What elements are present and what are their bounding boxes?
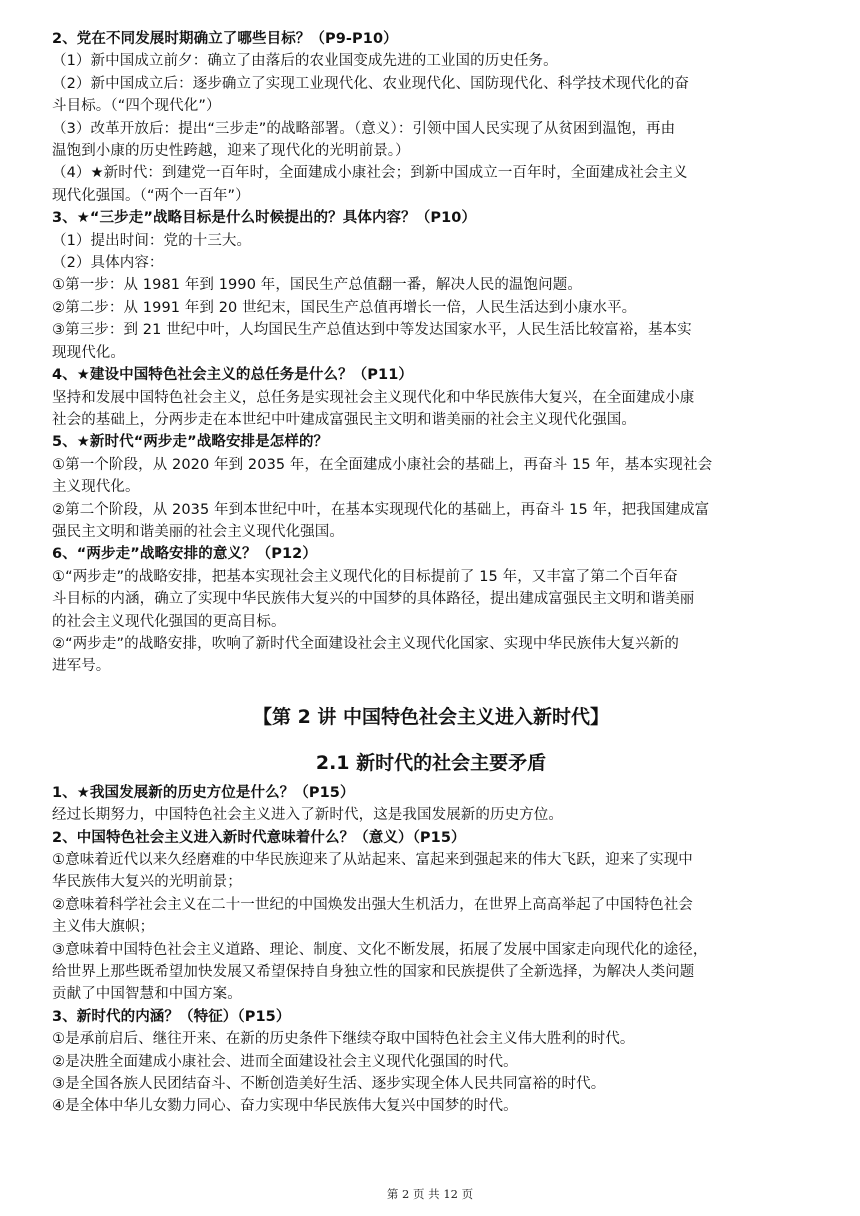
paragraph-line: 主义现代化。 [52,479,140,496]
paragraph-line: 进军号。 [52,658,111,675]
paragraph-line: ③是全国各族人民团结奋斗、不断创造美好生活、逐步实现全体人民共同富裕的时代。 [52,1076,606,1093]
paragraph-line: （3）改革开放后：提出“三步走”的战略部署。（意义）：引领中国人民实现了从贫困到温饱，再由 [52,120,676,137]
paragraph-line: （4）★新时代：到建党一百年时，全面建成小康社会；到新中国成立一百年时，全面建成社会主义 [52,165,688,182]
paragraph-line: ①是承前启后、继往开来、在新的历史条件下继续夺取中国特色社会主义伟大胜利的时代。 [52,1031,635,1048]
paragraph-line: 贡献了中国智慧和中国方案。 [52,986,242,1003]
paragraph-line: 主义伟大旗帜； [52,919,155,936]
paragraph-line: （1）新中国成立前夕：确立了由落后的农业国变成先进的工业国的历史任务。 [52,53,558,70]
paragraph-line: ①第一步：从 1981 年到 1990 年，国民生产总值翻一番，解决人民的温饱问题。 [52,277,582,294]
paragraph-line: ②“两步走”的战略安排，吹响了新时代全面建设社会主义现代化国家、实现中华民族伟大复兴新的 [52,635,679,652]
paragraph-line: 给世界上那些既希望加快发展又希望保持自身独立性的国家和民族提供了全新选择，为解决人类问题 [52,964,695,981]
paragraph-line: ①第一个阶段，从 2020 年到 2035 年，在全面建成小康社会的基础上，再奋斗 15 年，基本实现社会 [52,456,713,473]
paragraph-line: 社会的基础上，分两步走在本世纪中叶建成富强民主文明和谐美丽的社会主义现代化强国。 [52,411,636,428]
paragraph-line: ④是全体中华儿女勠力同心、奋力实现中华民族伟大复兴中国梦的时代。 [52,1098,518,1115]
page-footer: 第 2 页 共 12 页 [386,1187,474,1201]
question-heading: 3、新时代的内涵？（特征）（P15） [52,1008,291,1025]
question-heading: 5、★新时代“两步走”战略安排是怎样的？ [52,434,329,451]
document-page [52,28,810,1118]
lecture-title: 【第 2 讲 中国特色社会主义进入新时代】 [252,705,610,728]
question-heading: 2、中国特色社会主义进入新时代意味着什么？（意义）（P15） [52,829,466,846]
section-title: 2.1 新时代的社会主要矛盾 [315,751,547,774]
paragraph-line: 强民主文明和谐美丽的社会主义现代化强国。 [52,523,344,540]
paragraph-line: ②意味着科学社会主义在二十一世纪的中国焕发出强大生机活力，在世界上高高举起了中国特色社会 [52,896,693,913]
paragraph-line: ①意味着近代以来久经磨难的中华民族迎来了从站起来、富起来到强起来的伟大飞跃，迎来了实现中 [52,852,693,868]
paragraph-line: （2）具体内容： [52,255,164,272]
paragraph-line: 坚持和发展中国特色社会主义，总任务是实现社会主义现代化和中华民族伟大复兴，在全面建成小康 [52,389,695,406]
paragraph-line: 经过长期努力，中国特色社会主义进入了新时代，这是我国发展新的历史方位。 [52,807,563,824]
question-heading: 4、★建设中国特色社会主义的总任务是什么？（P11） [52,367,413,384]
question-heading: 2、党在不同发展时期确立了哪些目标？（P9-P10） [52,31,398,47]
paragraph-line: （1）提出时间：党的十三大。 [52,232,252,249]
paragraph-line: ②是决胜全面建成小康社会、进而全面建设社会主义现代化强国的时代。 [52,1053,518,1070]
paragraph-line: ②第二个阶段，从 2035 年到本世纪中叶，在基本实现现代化的基础上，再奋斗 15 年，把我国建成富 [52,501,710,518]
question-heading: 3、★“三步走”战略目标是什么时候提出的？具体内容？（P10） [52,210,477,227]
paragraph-line: 斗目标的内涵，确立了实现中华民族伟大复兴的中国梦的具体路径，提出建成富强民主文明和谐美丽 [52,591,695,608]
paragraph-line: ③意味着中国特色社会主义道路、理论、制度、文化不断发展，拓展了发展中国家走向现代化的途径， [52,941,708,958]
paragraph-line: 温饱到小康的历史性跨越，迎来了现代化的光明前景。） [52,143,410,160]
paragraph-line: 的社会主义现代化强国的更高目标。 [52,613,286,630]
question-heading: 6、“两步走”战略安排的意义？（P12） [52,546,317,563]
paragraph-line: ②第二步：从 1991 年到 20 世纪末，国民生产总值再增长一倍，人民生活达到小康水平。 [52,299,637,316]
paragraph-line: ③第三步：到 21 世纪中叶，人均国民生产总值达到中等发达国家水平，人民生活比较富裕，基本实 [52,322,692,339]
paragraph-line: ①“两步走”的战略安排，把基本实现社会主义现代化的目标提前了 15 年，又丰富了第二个百年奋 [52,568,678,585]
paragraph-line: （2）新中国成立后：逐步确立了实现工业现代化、农业现代化、国防现代化、科学技术现代化的奋 [52,75,690,92]
paragraph-line: 现现代化。 [52,344,125,361]
question-heading: 1、★我国发展新的历史方位是什么？（P15） [52,784,355,801]
paragraph-line: 现代化强国。（“两个一百年”） [52,187,250,204]
paragraph-line: 斗目标。（“四个现代化”） [52,98,221,115]
paragraph-line: 华民族伟大复兴的光明前景； [52,874,242,891]
